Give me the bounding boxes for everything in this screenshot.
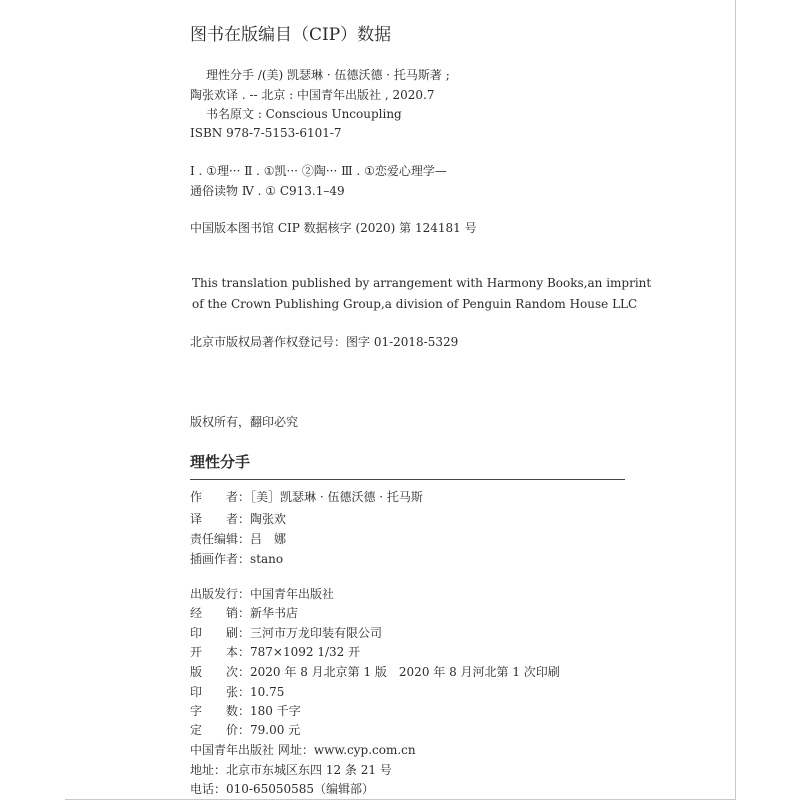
cip-verification-number: 中国版本图书馆 CIP 数据核字 (2020) 第 124181 号	[190, 221, 477, 235]
colophon-value: 180 千字	[250, 704, 301, 718]
cip-line-original-title: 书名原文 : Conscious Uncoupling	[206, 107, 402, 121]
colophon-colon: ：	[238, 606, 251, 620]
colophon-value: 新华书店	[250, 606, 299, 620]
colophon-colon: ：	[238, 685, 251, 699]
colophon-label: 经 销	[190, 606, 239, 620]
credit-illustrator	[190, 550, 283, 567]
colophon-value: 79.00 元	[250, 723, 301, 737]
colophon-colon: ：	[238, 704, 251, 718]
contact-phone: 电话：010-65050585（编辑部）	[190, 782, 375, 796]
colophon-label: 开 本	[190, 645, 239, 659]
credit-translator	[190, 510, 286, 527]
credit-value: 陶张欢	[250, 512, 287, 526]
colophon-publisher	[190, 585, 334, 602]
colophon-value: 787×1092 1/32 开	[250, 645, 361, 659]
cip-heading: 图书在版编目（CIP）数据	[190, 25, 392, 45]
credit-colon: ：	[238, 532, 251, 546]
colophon-label: 定 价	[190, 723, 239, 737]
credit-label: 作 者	[190, 490, 239, 504]
colophon-edition	[190, 663, 560, 680]
cip-line-title: 理性分手 /(美) 凯瑟琳 · 伍德沃德 · 托马斯著 ;	[206, 68, 450, 82]
title-divider	[190, 479, 625, 480]
colophon-colon: ：	[238, 587, 251, 601]
credit-author	[190, 488, 423, 505]
page-edge-right	[735, 0, 736, 800]
credit-colon: ：	[238, 490, 251, 504]
colophon-value: 2020 年 8 月北京第 1 版 2020 年 8 月河北第 1 次印刷	[250, 665, 560, 679]
credit-value: stano	[250, 552, 284, 566]
colophon-sheets	[190, 683, 284, 700]
colophon-label: 出版发行	[190, 587, 239, 601]
colophon-printer	[190, 624, 382, 641]
credit-label: 译 者	[190, 512, 239, 526]
colophon-format	[190, 643, 360, 660]
copyright-registration: 北京市版权局著作权登记号：图字 01-2018-5329	[190, 335, 459, 349]
cip-line-classification-2: 通俗读物 Ⅳ . ① C913.1–49	[190, 184, 345, 198]
colophon-label: 印 刷	[190, 626, 239, 640]
colophon-label: 印 张	[190, 685, 239, 699]
contact-website: 中国青年出版社 网址：www.cyp.com.cn	[190, 743, 416, 757]
contact-address: 地址：北京市东城区东四 12 条 21 号	[190, 763, 392, 777]
book-title: 理性分手	[190, 453, 251, 471]
colophon-colon: ：	[238, 645, 251, 659]
colophon-word-count	[190, 702, 301, 719]
cip-line-classification: Ⅰ . ①理··· Ⅱ . ①凯··· ②陶··· Ⅲ . ①恋爱心理学—	[190, 164, 447, 178]
colophon-colon: ：	[238, 723, 251, 737]
colophon-label: 版 次	[190, 665, 239, 679]
colophon-value: 10.75	[250, 685, 285, 699]
colophon-value: 三河市万龙印装有限公司	[250, 626, 383, 640]
colophon-price	[190, 721, 300, 738]
credit-colon: ：	[238, 552, 251, 566]
credit-value: 吕 娜	[250, 532, 287, 546]
credit-colon: ：	[238, 512, 251, 526]
colophon-distributor	[190, 604, 298, 621]
colophon-colon: ：	[238, 626, 251, 640]
arrangement-notice-line-1: This translation published by arrangement with Harmony Books,an imprint	[192, 276, 652, 290]
credit-editor	[190, 530, 286, 547]
colophon-label: 字 数	[190, 704, 239, 718]
colophon-colon: ：	[238, 665, 251, 679]
arrangement-notice-line-2: of the Crown Publishing Group,a division of Penguin Random House LLC	[192, 297, 638, 311]
credit-label: 插画作者	[190, 552, 239, 566]
credit-value: ［美］凯瑟琳 · 伍德沃德 · 托马斯	[250, 490, 423, 504]
rights-reserved: 版权所有，翻印必究	[190, 415, 299, 429]
cip-line-isbn: ISBN 978-7-5153-6101-7	[190, 126, 342, 140]
colophon-value: 中国青年出版社	[250, 587, 335, 601]
credit-label: 责任编辑	[190, 532, 239, 546]
cip-line-translator: 陶张欢译 . -- 北京 : 中国青年出版社 , 2020.7	[190, 88, 435, 102]
